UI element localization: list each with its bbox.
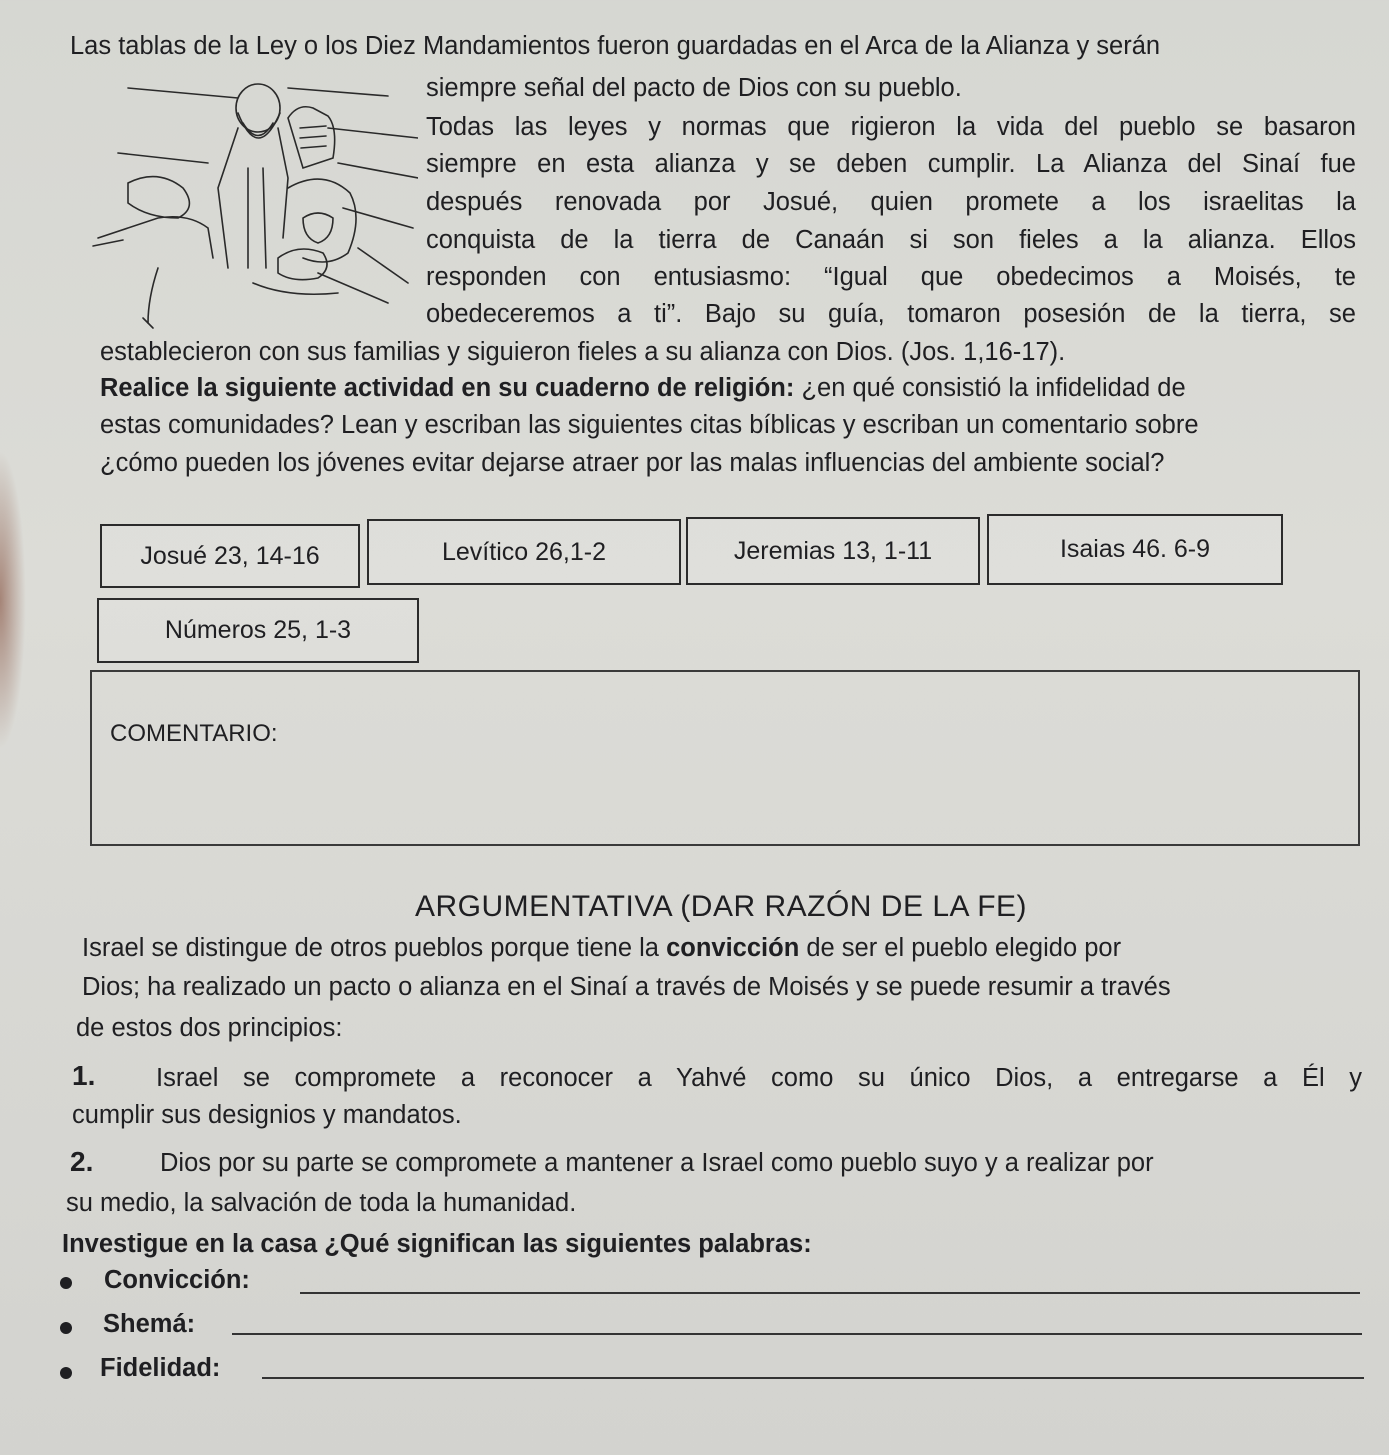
paragraph2-line-1: Israel se distingue de otros pueblos porque tiene la convicción de ser el pueblo elegido por bbox=[82, 934, 1122, 962]
comment-box bbox=[90, 670, 1360, 846]
ray-1 bbox=[128, 88, 238, 98]
investigate-prompt: Investigue en la casa ¿Qué significan las siguientes palabras: bbox=[62, 1230, 812, 1258]
section-title: ARGUMENTATIVA (DAR RAZÓN DE LA FE) bbox=[414, 890, 1028, 923]
answer-line-fidelidad[interactable] bbox=[262, 1377, 1364, 1379]
paragraph2-line-2: Dios; ha realizado un pacto o alianza en el Sinaí a través de Moisés y se puede resumir a través bbox=[82, 973, 1171, 1001]
activity-bold-lead: Realice la siguiente actividad en su cuaderno de religión: bbox=[100, 374, 795, 402]
moses-tablets-illustration bbox=[88, 68, 418, 338]
bullet-1 bbox=[60, 1277, 72, 1289]
activity-line-3: ¿cómo pueden los jóvenes evitar dejarse atraer por las malas influencias del ambiente social? bbox=[100, 449, 1165, 477]
finger-shadow bbox=[0, 450, 26, 750]
activity-line-2: estas comunidades? Lean y escriban las siguientes citas bíblicas y escriban un comentario sobre bbox=[100, 411, 1199, 439]
citation-josue: Josué 23, 14-16 bbox=[100, 524, 360, 588]
citation-jeremias: Jeremias 13, 1-11 bbox=[686, 517, 980, 585]
principle-2-number: 2. bbox=[70, 1146, 94, 1177]
principle-2-line-2: su medio, la salvación de toda la humanidad. bbox=[66, 1189, 577, 1217]
bullet-2 bbox=[60, 1322, 72, 1334]
paragraph1-line-3: Todas las leyes y normas que rigieron la vida del pueblo se basaron bbox=[426, 113, 1356, 141]
principle-2-line-1: Dios por su parte se compromete a mantener a Israel como pueblo suyo y a realizar por bbox=[160, 1149, 1154, 1177]
paragraph1-line-7: responden con entusiasmo: “Igual que obedecimos a Moisés, te bbox=[426, 263, 1356, 291]
term-conviccion: Convicción: bbox=[104, 1266, 250, 1294]
paragraph2-line-3: de estos dos principios: bbox=[76, 1014, 343, 1042]
comment-label: COMENTARIO: bbox=[110, 720, 278, 747]
citation-isaias: Isaias 46. 6-9 bbox=[987, 514, 1283, 585]
principle-1-line-2: cumplir sus designios y mandatos. bbox=[72, 1101, 462, 1129]
paragraph1-line-6: conquista de la tierra de Canaán si son fieles a la alianza. Ellos bbox=[426, 226, 1356, 254]
principle-1-line-1: Israel se compromete a reconocer a Yahvé como su único Dios, a entregarse a Él y bbox=[156, 1064, 1362, 1092]
paragraph2-bold-word: convicción bbox=[666, 934, 800, 962]
paragraph1-line-1: Las tablas de la Ley o los Diez Mandamientos fueron guardadas en el Arca de la Alianza y serán bbox=[70, 32, 1161, 60]
principle-1-number: 1. bbox=[72, 1060, 96, 1091]
paragraph1-line-5: después renovada por Josué, quien promete a los israelitas la bbox=[426, 188, 1356, 216]
bullet-3 bbox=[60, 1367, 72, 1379]
activity-line-1: Realice la siguiente actividad en su cuaderno de religión: ¿en qué consistió la infidelidad de bbox=[100, 374, 1186, 402]
paragraph1-line-4: siempre en esta alianza y se deben cumplir. La Alianza del Sinaí fue bbox=[426, 150, 1356, 178]
citation-numeros: Números 25, 1-3 bbox=[97, 598, 419, 663]
term-fidelidad: Fidelidad: bbox=[100, 1354, 221, 1382]
paragraph1-line-9: establecieron con sus familias y siguieron fieles a su alianza con Dios. (Jos. 1,16-17). bbox=[100, 338, 1066, 366]
paragraph1-line-8: obedeceremos a ti”. Bajo su guía, tomaron posesión de la tierra, se bbox=[426, 300, 1356, 328]
term-shema: Shemá: bbox=[103, 1310, 196, 1338]
answer-line-conviccion[interactable] bbox=[300, 1292, 1360, 1294]
citation-levitico: Levítico 26,1-2 bbox=[367, 519, 681, 585]
paragraph1-line-2: siempre señal del pacto de Dios con su pueblo. bbox=[426, 74, 962, 102]
answer-line-shema[interactable] bbox=[232, 1333, 1362, 1335]
